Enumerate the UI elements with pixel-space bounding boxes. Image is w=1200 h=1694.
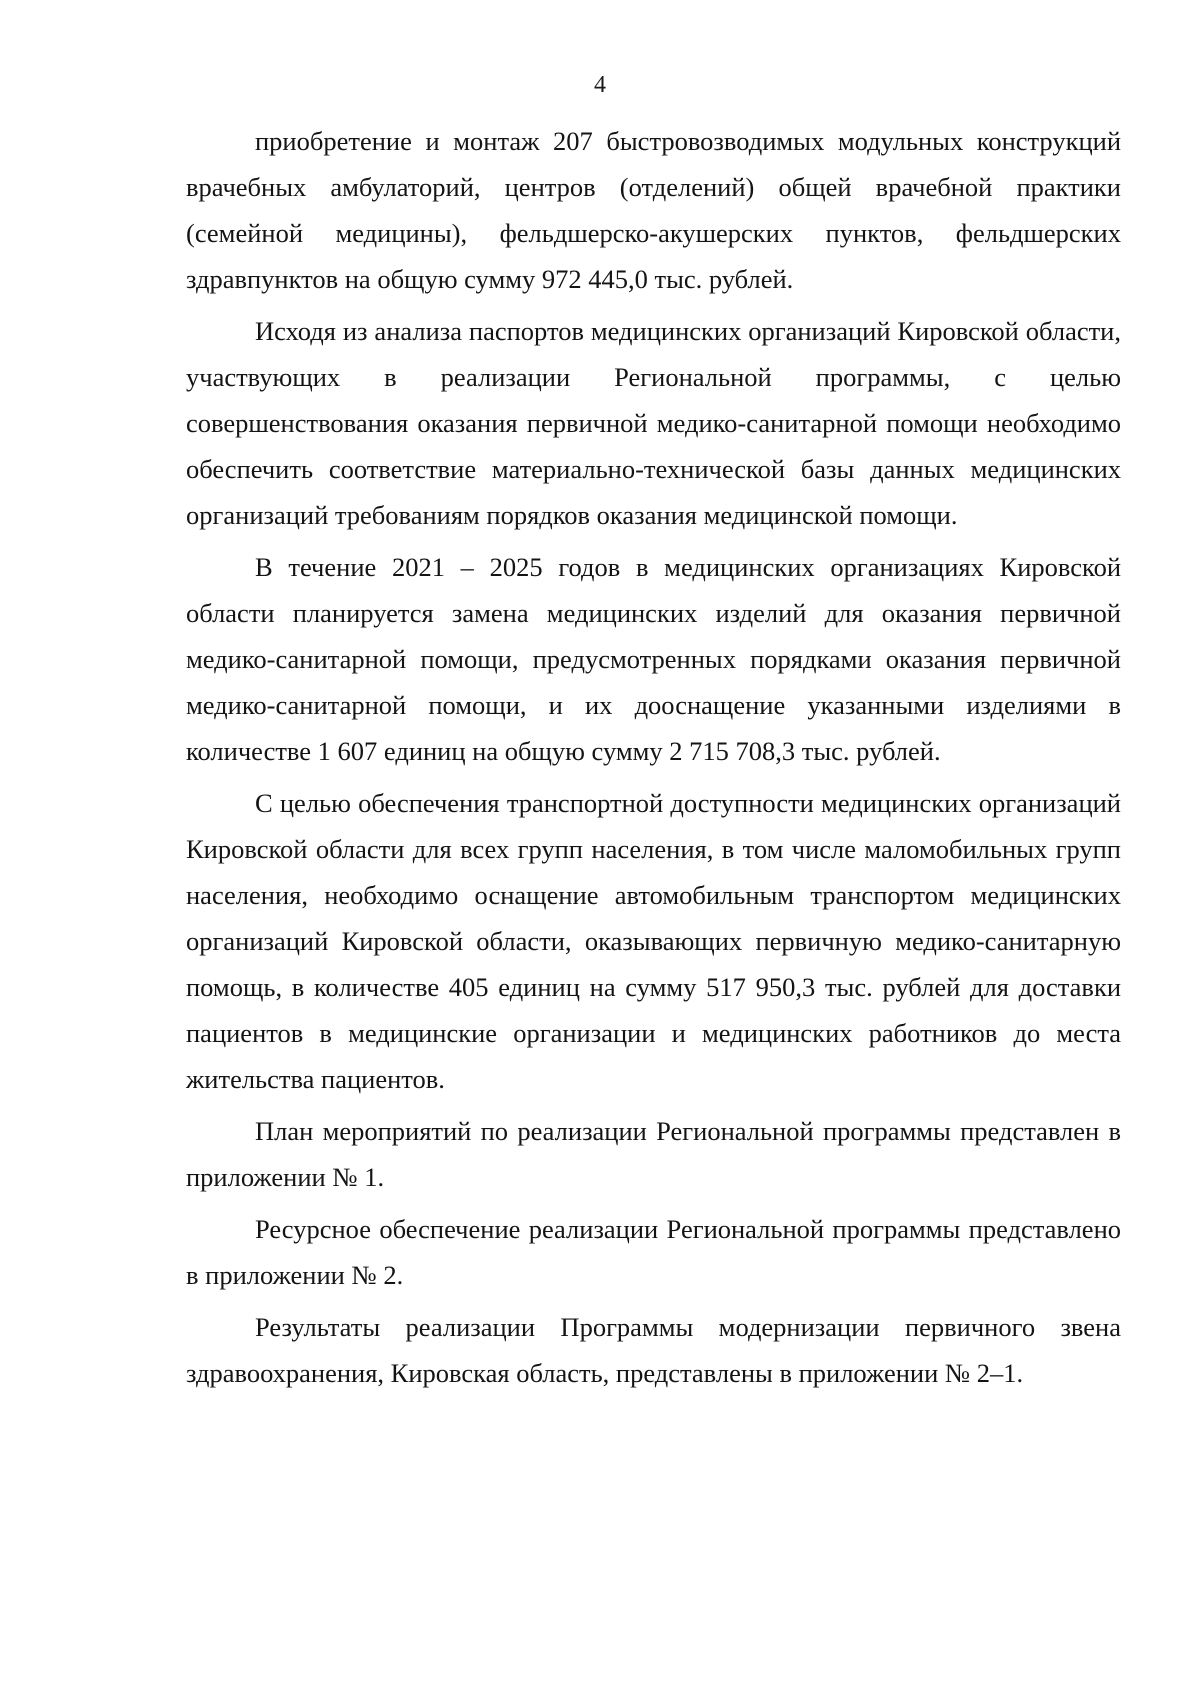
paragraph-results: Результаты реализации Программы модернизации первичного звена здравоохранения, Кировская область, представлены в приложении № 2–1. <box>186 1312 1121 1388</box>
paragraph-transport: С целью обеспечения транспортной доступности медицинских организаций Кировской области для всех групп населения, в том числе маломобильных групп населения, необходимо оснащение автомобильным транспортом медицинских организаций Кировской области, оказывающих первичную медико-санитарную помощь, в количестве 405 единиц на сумму 517 950,3 тыс. рублей для доставки пациентов в медицинские организации и медицинских работников до места жительства пациентов. <box>186 788 1121 1094</box>
paragraph-acquisition: приобретение и монтаж 207 быстровозводимых модульных конструкций врачебных амбулаторий, центров (отделений) общей врачебной практики (семейной медицины), фельдшерско-акушерских пунктов, фельдшерских здравпунктов на общую сумму 972 445,0 тыс. рублей. <box>186 126 1121 294</box>
paragraph-resource-support: Ресурсное обеспечение реализации Региональной программы представлено в приложении № 2. <box>186 1214 1121 1290</box>
paragraph-action-plan: План мероприятий по реализации Региональной программы представлен в приложении № 1. <box>186 1116 1121 1192</box>
document-body <box>186 118 1121 1402</box>
paragraph-medical-devices: В течение 2021 – 2025 годов в медицинских организациях Кировской области планируется замена медицинских изделий для оказания первичной медико-санитарной помощи, предусмотренных порядками оказания первичной медико-санитарной помощи, и их дооснащение указанными изделиями в количестве 1 607 единиц на общую сумму 2 715 708,3 тыс. рублей. <box>186 552 1121 766</box>
paragraph-equipment-analysis: Исходя из анализа паспортов медицинских организаций Кировской области, участвующих в реализации Региональной программы, с целью совершенствования оказания первичной медико-санитарной помощи необходимо обеспечить соответствие материально-технической базы данных медицинских организаций требованиям порядков оказания медицинской помощи. <box>186 316 1121 530</box>
page-number: 4 <box>594 72 606 98</box>
